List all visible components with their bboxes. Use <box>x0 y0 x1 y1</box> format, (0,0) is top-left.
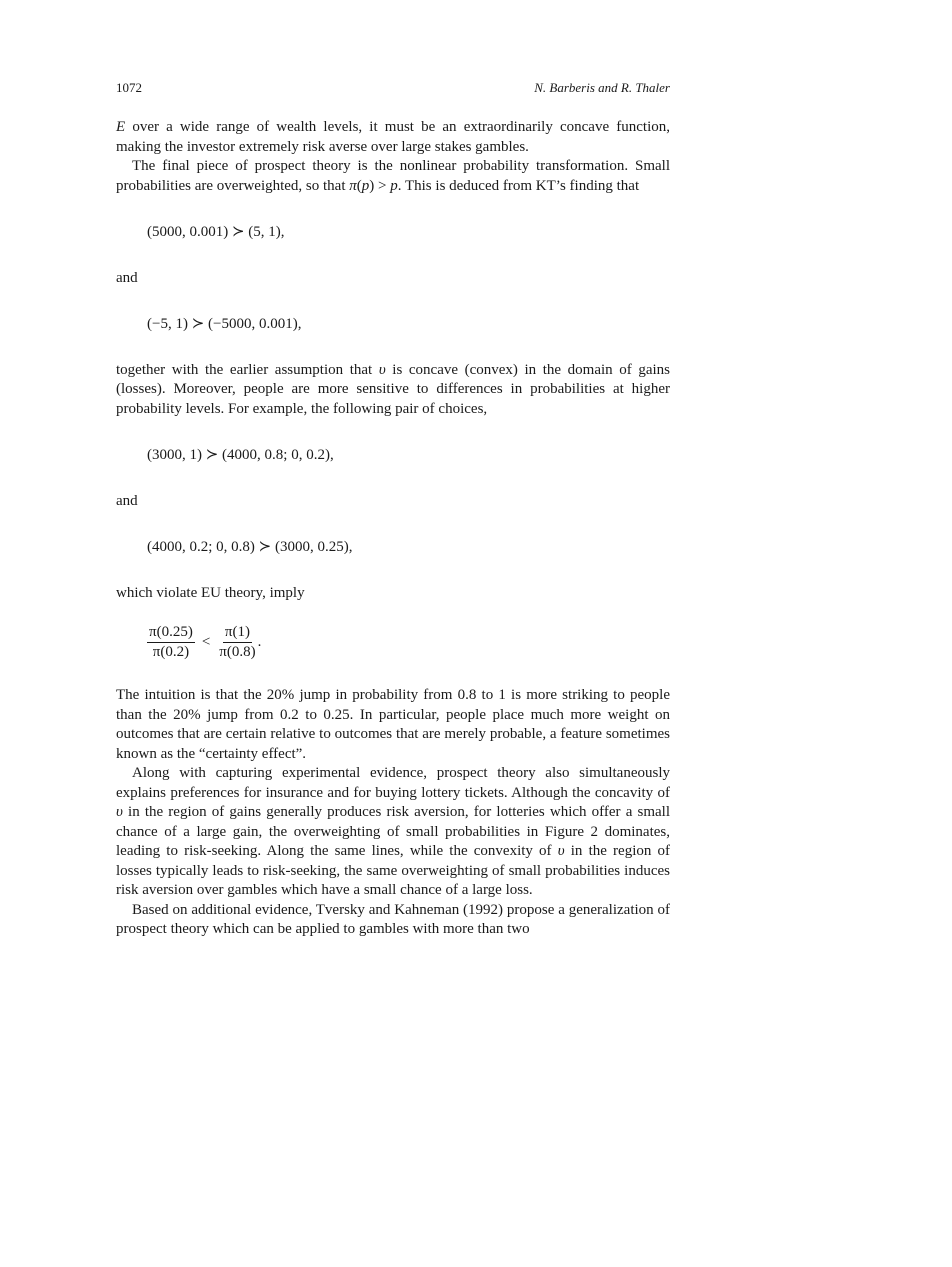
paragraph-6 <box>116 764 670 901</box>
paragraph-2-text-c: ) > <box>369 177 391 194</box>
page-number: 1072 <box>116 80 142 95</box>
math-v: υ <box>378 361 386 378</box>
denominator: π(0.8) <box>219 644 256 660</box>
paragraph-7: Based on additional evidence, Tversky and Kahneman (1992) propose a generalization of prospect theory which can be applied to gambles with more than two <box>116 901 670 937</box>
paragraph-2-text-a: The final piece of prospect theory is the nonlinear probability transformation. Small probabilities are overweighted, so that <box>116 158 670 194</box>
equation-2: (−5, 1) ≻ (−5000, 0.001), <box>147 316 302 332</box>
math-E: E <box>116 119 126 135</box>
relation-sign: < <box>201 633 211 650</box>
paragraph-4: which violate EU theory, imply <box>116 584 305 601</box>
paragraph-6-text-b: in the region of gains generally produces risk aversion, for lotteries which offer a small chance of a large gain, the overweighting of small probabilities in Figure 2 dominates, leading to risk-seeking. Along the same lines, while the convexity of <box>116 804 670 859</box>
paragraph-3-text-a: together with the earlier assumption that <box>116 361 379 378</box>
body-text <box>116 118 670 940</box>
paragraph-1-text: over a wide range of wealth levels, it must be an extraordinarily concave function, making the investor extremely risk averse over large stakes gambles. <box>116 119 670 155</box>
denominator: π(0.2) <box>152 644 190 660</box>
fraction-right <box>217 623 257 662</box>
paragraph-2-text-d: . This is deduced from KT’s finding that <box>397 177 640 194</box>
paragraph-3-text-b: is concave (convex) in the domain of gains (losses). Moreover, people are more sensitive to differences in probabilities at higher probability levels. For example, the following pair of choices, <box>116 361 671 417</box>
equation-4: (4000, 0.2; 0, 0.8) ≻ (3000, 0.25), <box>147 539 353 555</box>
paragraph-3 <box>116 361 670 420</box>
paragraph-2 <box>116 157 670 196</box>
paragraph-1 <box>116 118 670 157</box>
paragraph-6-text-a: Along with capturing experimental evidence, prospect theory also simultaneously explains preferences for insurance and for buying lottery tickets. Although the concavity of <box>116 765 670 801</box>
equation-1: (5000, 0.001) ≻ (5, 1), <box>147 224 285 240</box>
math-v: υ <box>557 843 565 859</box>
math-p: p <box>361 177 370 194</box>
math-p: p <box>390 177 398 194</box>
paragraph-2-text-b: ( <box>356 177 362 194</box>
fraction-left <box>147 623 195 662</box>
inequality <box>116 623 670 662</box>
numerator: π(1) <box>223 623 252 643</box>
period: . <box>257 633 262 650</box>
math-v: υ <box>116 804 123 820</box>
numerator: π(0.25) <box>147 623 195 643</box>
paragraph-6-text-c: in the region of losses typically leads to risk-seeking, the same overweighting of small probabilities induces risk aversion over gambles which have a small chance of a large loss. <box>116 843 671 898</box>
equation-3: (3000, 1) ≻ (4000, 0.8; 0, 0.2), <box>147 447 334 463</box>
paragraph-5: The intuition is that the 20% jump in probability from 0.8 to 1 is more striking to people than the 20% jump from 0.2 to 0.25. In particular, people place much more weight on outcomes that are certain relative to outcomes that are merely probable, a feature sometimes known as the “certainty effect”. <box>116 687 670 762</box>
connective-and: and <box>116 269 138 286</box>
math-pi: π <box>349 177 357 194</box>
running-authors: N. Barberis and R. Thaler <box>534 80 670 95</box>
connective-and: and <box>116 492 138 509</box>
